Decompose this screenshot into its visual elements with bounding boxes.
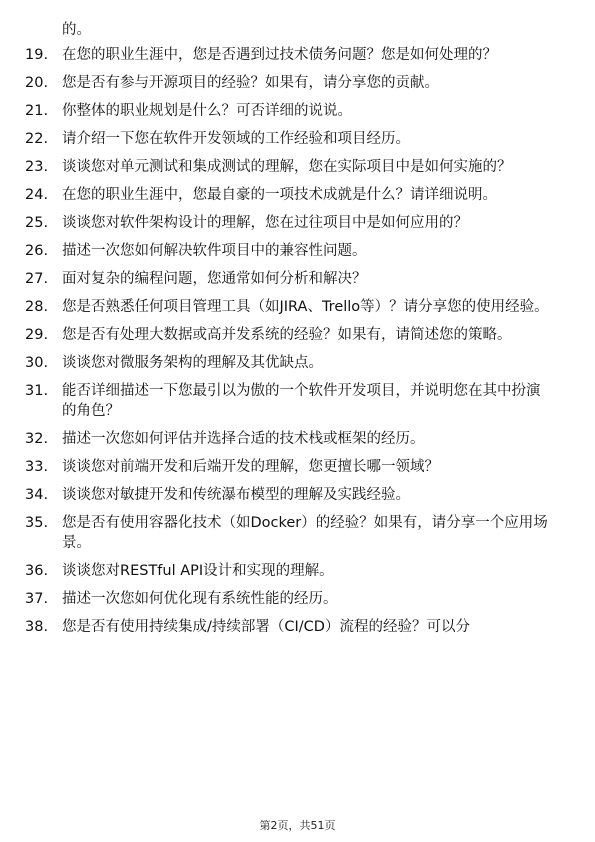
question-number: 30. — [25, 355, 49, 371]
question-text: 您是否有使用容器化技术（如Docker）的经验？如果有，请分享一个应用场景。 — [62, 515, 548, 551]
question-item — [0, 325, 535, 345]
question-list — [0, 45, 549, 645]
question-number: 36. — [25, 563, 49, 579]
question-number: 32. — [25, 431, 49, 447]
question-item — [0, 73, 535, 93]
question-number: 28. — [25, 299, 49, 315]
question-number: 25. — [25, 215, 49, 231]
question-text: 您是否熟悉任何项目管理工具（如JIRA、Trello等）？请分享您的使用经验。 — [62, 299, 549, 315]
question-text: 您是否有使用持续集成/持续部署（CI/CD）流程的经验？可以分 — [62, 619, 470, 635]
question-text: 能否详细描述一下您最引以为傲的一个软件开发项目，并说明您在其中扮演的角色？ — [62, 383, 541, 419]
question-item — [0, 185, 535, 205]
question-text: 谈谈您对前端开发和后端开发的理解，您更擅长哪一领域？ — [62, 459, 439, 475]
page-footer: 第2页，共51页 — [259, 819, 336, 832]
question-number: 38. — [25, 619, 49, 635]
question-item — [0, 269, 535, 289]
question-number: 27. — [25, 271, 49, 287]
question-item — [0, 353, 535, 373]
question-number: 29. — [25, 327, 49, 343]
question-text: 描述一次您如何解决软件项目中的兼容性问题。 — [62, 243, 367, 259]
question-text: 您是否有参与开源项目的经验？如果有，请分享您的贡献。 — [62, 75, 439, 91]
continuation-text: 的。 — [62, 22, 91, 38]
question-number: 37. — [25, 591, 49, 607]
question-number: 22. — [25, 131, 49, 147]
question-item — [0, 513, 548, 553]
question-text: 您是否有处理大数据或高并发系统的经验？如果有，请简述您的策略。 — [62, 327, 512, 343]
question-item — [0, 45, 535, 65]
question-number: 34. — [25, 487, 49, 503]
question-text: 描述一次您如何评估并选择合适的技术栈或框架的经历。 — [62, 431, 425, 447]
question-item — [0, 429, 535, 449]
question-text: 请介绍一下您在软件开发领域的工作经验和项目经历。 — [62, 131, 410, 147]
question-number: 33. — [25, 459, 49, 475]
question-text: 谈谈您对软件架构设计的理解，您在过往项目中是如何应用的？ — [62, 215, 468, 231]
question-item — [0, 457, 535, 477]
question-number: 26. — [25, 243, 49, 259]
question-text: 面对复杂的编程问题，您通常如何分析和解决？ — [62, 271, 367, 287]
question-item — [0, 485, 535, 505]
question-item — [0, 561, 535, 581]
question-text: 在您的职业生涯中，您是否遇到过技术债务问题？您是如何处理的？ — [62, 47, 497, 63]
question-text: 描述一次您如何优化现有系统性能的经历。 — [62, 591, 338, 607]
question-text: 谈谈您对RESTful API设计和实现的理解。 — [62, 563, 334, 579]
question-item — [0, 157, 535, 177]
question-number: 23. — [25, 159, 49, 175]
question-number: 35. — [25, 515, 49, 531]
question-item — [0, 213, 535, 233]
question-text: 谈谈您对微服务架构的理解及其优缺点。 — [62, 355, 323, 371]
question-number: 21. — [25, 103, 49, 119]
question-number: 24. — [25, 187, 49, 203]
question-text: 你整体的职业规划是什么？可否详细的说说。 — [62, 103, 352, 119]
question-item — [0, 101, 535, 121]
question-text: 谈谈您对单元测试和集成测试的理解，您在实际项目中是如何实施的？ — [62, 159, 512, 175]
question-item — [0, 241, 535, 261]
question-text: 谈谈您对敏捷开发和传统瀑布模型的理解及实践经验。 — [62, 487, 410, 503]
question-item — [0, 297, 549, 317]
question-item — [0, 617, 535, 637]
question-item — [0, 129, 535, 149]
question-item — [0, 381, 541, 421]
question-number: 20. — [25, 75, 49, 91]
question-item — [0, 589, 535, 609]
question-number: 31. — [25, 383, 49, 399]
question-number: 19. — [25, 47, 49, 63]
question-text: 在您的职业生涯中，您最自豪的一项技术成就是什么？请详细说明。 — [62, 187, 497, 203]
